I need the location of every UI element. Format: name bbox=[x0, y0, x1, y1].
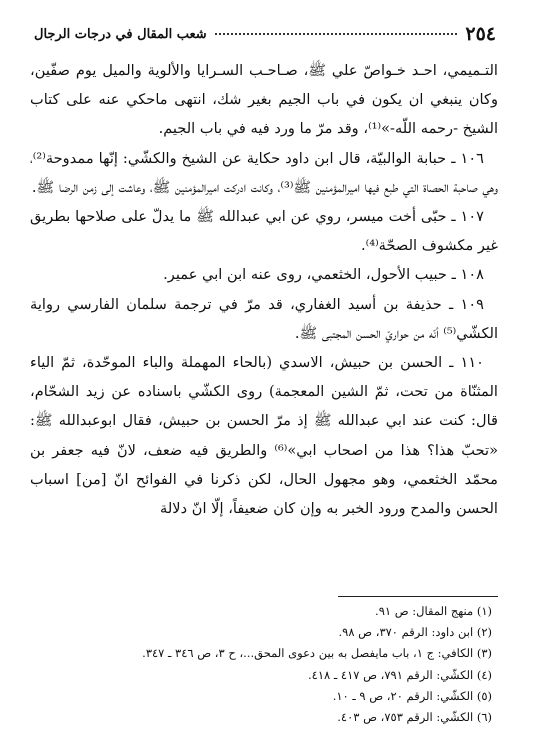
footnote-separator bbox=[338, 596, 498, 597]
running-title: شعب المقال في درجات الرجال bbox=[34, 26, 207, 42]
entry-107: ١٠٧ ـ حبّى أخت ميسر، روي عن ابي عبدالله ﷺ ما يدلّ على صلاحها بطريق غير مكشوف الصحّة⁽⁴⁾. bbox=[30, 208, 498, 255]
entry-106: ١٠٦ ـ حبابة الوالبيّة، قال ابن داود حكاية عن الشيخ والكشّي: إنّها ممدوحة⁽²⁾، وهي صاحبة الحصاة التي طبع فيها اميرالمؤمنين ﷺ⁽³⁾، وكانت ادركت اميرالمؤمنين ﷺ، وعاشت إلى زمن الرضا ﷺ. bbox=[30, 149, 498, 196]
entry-110: ١١٠ ـ الحسن بن حبيش، الاسدي (بالحاء المهملة والباء الموحّدة، ثمّ الياء المثنّاة من تحت، ثمّ الشين المعجمة) روى الكشّي باسناده عن زيد الشحّام، قال: كنت عند ابي عبدالله ﷺ إذ مرّ الحسن بن حبيش، فقال ابوعبدالله ﷺ: «تحبّ هذا؟ هذا من اصحاب ابي»⁽⁶⁾ والطريق فيه ضعف، لانّ فيه جعفر بن محمّد الخثعمي، وهو مجهول الحال، لكن ذكرنا في الفوائح انّ [من] اسباب الحسن والمدح ورود الخبر به وإن كان ضعيفاً، إلّا انّ دلالة bbox=[30, 354, 498, 518]
footnote: (٣) الكافي: ج ١، باب مايفصل به بين دعوى المحق...، ح ٣، ص ٣٤٦ ـ ٣٤٧. bbox=[142, 646, 492, 661]
footnote: (٥) الكشّي: الرقم ٢٠، ص ٩ ـ ١٠. bbox=[332, 688, 492, 703]
footnotes bbox=[60, 601, 492, 728]
footnote: (٢) ابن داود: الرقم ٣٧٠، ص ٩٨. bbox=[338, 625, 492, 640]
footnote: (٦) الكشّي: الرقم ٧٥٣، ص ٤٠٣. bbox=[337, 710, 492, 725]
page-number: ٢٥٤ bbox=[465, 23, 496, 45]
page-header bbox=[28, 22, 496, 46]
header-dotted-rule bbox=[215, 33, 458, 35]
paragraph-continuation: التـميمي، احـد خـواصّ علي ﷺ، صـاحـب السـرايا والألوية والميل يوم صفّين، وكان ينبغي ان يكون في باب الجيم بغير شك، انتهى ماحكي عنه على كتاب الشيخ -رحمه اللّه-»⁽¹⁾، وقد مرّ ما ورد فيه في باب الجيم. bbox=[30, 62, 498, 138]
entry-109: ١٠٩ ـ حذيفة بن أسيد الغفاري، قد مرّ في ترجمة سلمان الفارسي رواية الكشّي⁽⁵⁾ أنّه من حواريّ الحسن المجتبى ﷺ. bbox=[30, 295, 498, 342]
footnote: (٤) الكشّي: الرقم ٧٩١، ص ٤١٧ ـ ٤١٨. bbox=[308, 667, 492, 682]
body-text bbox=[30, 56, 498, 523]
entry-108: ١٠٨ ـ حبيب الأحول، الخثعمي، روى عنه ابن ابي عمير. bbox=[163, 266, 484, 284]
footnote: (١) منهج المقال: ص ٩١. bbox=[375, 604, 492, 618]
